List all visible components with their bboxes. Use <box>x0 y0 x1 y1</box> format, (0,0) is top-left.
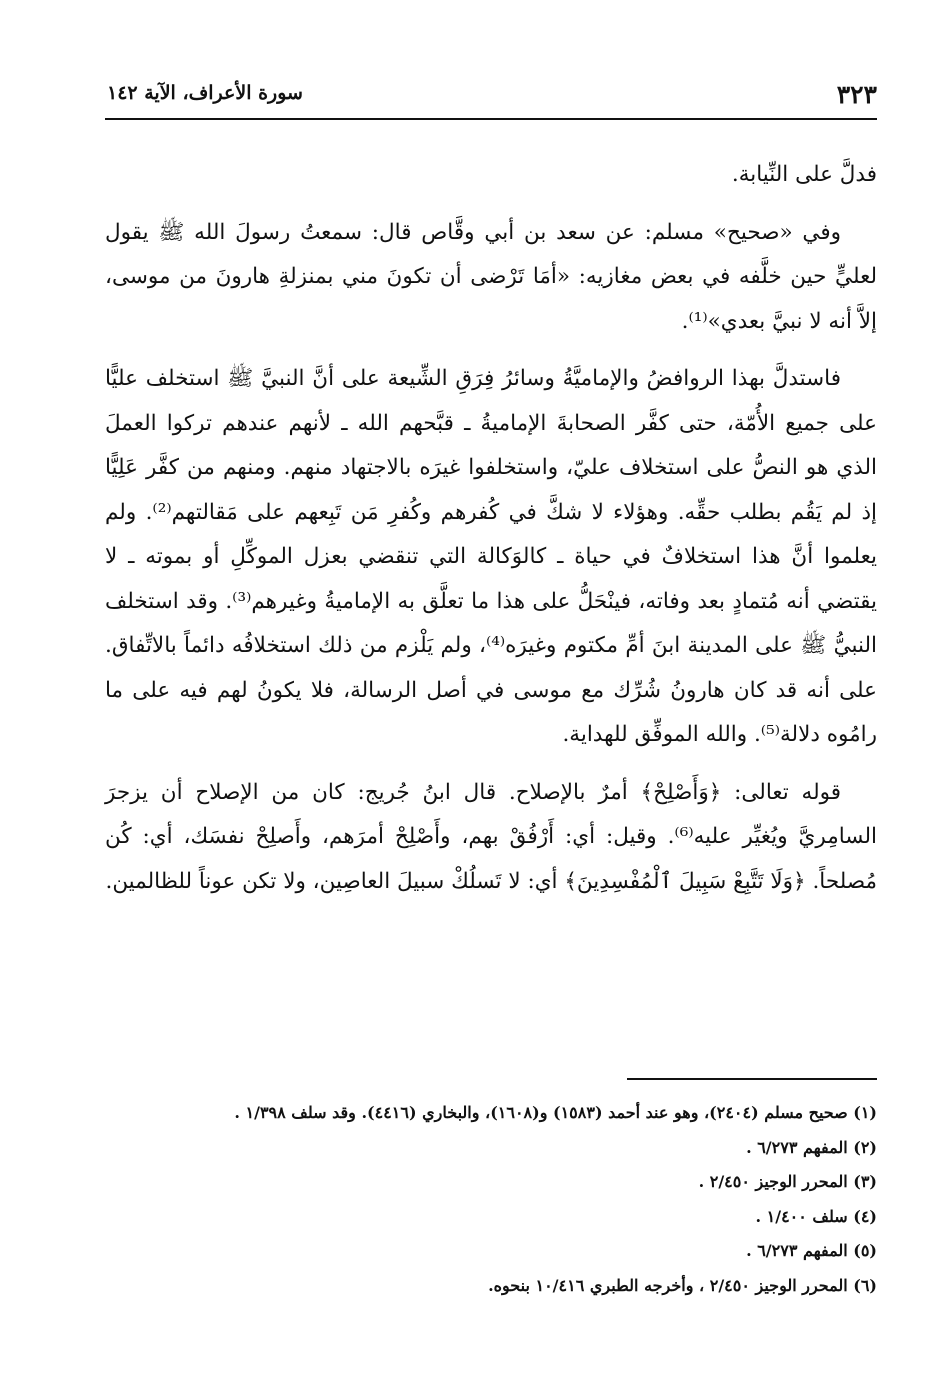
footnote: (٤) سلف ١/٤٠٠ . <box>755 1206 877 1226</box>
main-text <box>105 153 877 904</box>
footnote-rule <box>627 1078 877 1080</box>
paragraph: وفي «صحيح» مسلم: عن سعد بن أبي وقَّاص قال: سمعتُ رسولَ الله ﷺ يقول لعليٍّ حين خلَّفه في بعض مغازيه: «أمَا تَرْضى أن تكونَ مني بمنزلةِ هارونَ من موسى، إلاَّ أنه لا نبيَّ بعدي»⁽¹⁾. <box>105 219 877 334</box>
paragraph: فاستدلَّ بهذا الروافضُ والإماميَّةُ وسائرُ فِرَقِ الشِّيعة على أنَّ النبيَّ ﷺ استخلف عليًّا على جميع الأُمّة، حتى كفَّر الصحابةَ الإماميةُ ـ قبَّحهم الله ـ لأنهم عندهم تركوا العملَ الذي هو النصُّ على استخلاف عليّ، واستخلفوا غيرَه بالاجتهاد منهم. ومنهم من كفَّر عَلِيًّا إذ لم يَقُم بطلب حقِّه. وهؤلاء لا شكَّ في كُفرهم وكُفرِ مَن تَبِعهم على مَقالتهم⁽²⁾. ولم يعلموا أنَّ هذا استخلافٌ في حياة ـ كالوَكالة التي تنقضي بعزل الموكِّلِ أو بموته ـ لا يقتضي أنه مُتمادٍ بعد وفاته، فينْحَلُّ على هذا ما تعلَّق به الإماميةُ وغيرهم⁽³⁾. وقد استخلف النبيُّ ﷺ على المدينة ابنَ أمِّ مكتوم وغيرَه⁽⁴⁾، ولم يَلْزم من ذلك استخلافُه دائماً بالاتِّفاق. على أنه قد كان هارونُ شُرِّك مع موسى في أصل الرسالة، فلا يكونُ لهم فيه على ما رامُوه دلالة⁽⁵⁾. والله الموفِّق للهداية. <box>105 366 877 747</box>
paragraph: فدلَّ على النِّيابة. <box>731 162 877 187</box>
footnotes <box>105 1096 877 1303</box>
footnote: (٣) المحرر الوجيز ٢/٤٥٠ . <box>698 1172 877 1191</box>
running-title: سورة الأعراف، الآية ١٤٢ <box>107 82 303 104</box>
page-header <box>105 74 877 118</box>
header-rule <box>105 118 877 120</box>
footnote: (١) صحيح مسلم (٢٤٠٤)، وهو عند أحمد (١٥٨٣) و(١٦٠٨)، والبخاري (٤٤١٦). وقد سلف ١/٣٩٨ . <box>234 1103 877 1122</box>
footnote: (٢) المفهم ٦/٢٧٣ . <box>746 1137 877 1157</box>
paragraph: قوله تعالى: ﴿وَأَصْلِحْ﴾ أمرٌ بالإصلاح. قال ابنُ جُريج: كان من الإصلاح أن يزجرَ السامِريَّ ويُغيِّر عليه⁽⁶⁾. وقيل: أي: أَرْفُقْ بهم، وأَصْلِحْ أمرَهم، وأَصلِحْ نفسَك، أي: كُن مُصلحاً. ﴿وَلَا تَتَّبِعْ سَبِيلَ ٱلْمُفْسِدِينَ﴾ أي: لا تَسلُكْ سبيلَ العاصِين، ولا تكن عوناً للظالمين. <box>105 779 877 894</box>
footnote: (٥) المفهم ٦/٢٧٣ . <box>746 1241 877 1260</box>
page-number: ٣٢٣ <box>836 80 877 109</box>
footnote: (٦) المحرر الوجيز ٢/٤٥٠ ، وأخرجه الطبري ١٠/٤١٦ بنحوه. <box>488 1275 877 1295</box>
